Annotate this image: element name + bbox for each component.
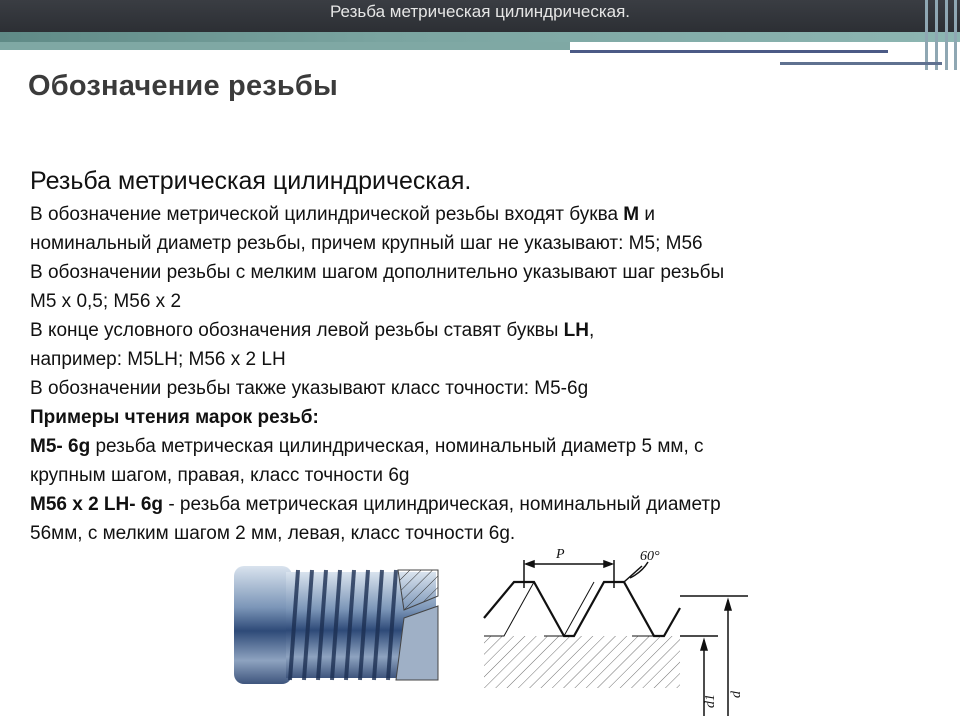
decorative-line bbox=[570, 50, 888, 53]
illustrations bbox=[228, 548, 788, 720]
teal-stripe bbox=[0, 32, 960, 42]
slide-heading: Обозначение резьбы bbox=[28, 70, 338, 102]
d-label: d bbox=[729, 691, 744, 698]
decorative-line bbox=[780, 62, 942, 65]
text-line: В обозначении резьбы также указывают класс точности: М5-6g bbox=[30, 378, 589, 399]
thread-profile-diagram bbox=[484, 548, 748, 716]
text-line: В обозначение метрической цилиндрической резьбы входят буква М и bbox=[30, 204, 656, 225]
text-line: В обозначении резьбы с мелким шагом дополнительно указывают шаг резьбы bbox=[30, 262, 725, 283]
teal-stripe-lower bbox=[0, 42, 570, 50]
text-line: М56 х 2 LH- 6g - резьба метрическая цилиндрическая, номинальный диаметр bbox=[30, 494, 721, 515]
angle-label: 60° bbox=[640, 549, 660, 564]
text-line: номинальный диаметр резьбы, причем крупный шаг не указывают: М5; М56 bbox=[30, 233, 703, 254]
text-line: крупным шагом, правая, класс точности 6g bbox=[30, 465, 410, 486]
slide-body bbox=[30, 162, 940, 548]
text-line: М5 х 0,5; М56 х 2 bbox=[30, 291, 182, 312]
text-line: 56мм, с мелким шагом 2 мм, левая, класс точности 6g. bbox=[30, 523, 516, 544]
text-line: например: М5LH; М56 х 2 LH bbox=[30, 349, 286, 370]
slide-subtitle: Резьба метрическая цилиндрическая. bbox=[30, 167, 472, 195]
slide-header-title: Резьба метрическая цилиндрическая. bbox=[329, 2, 631, 21]
text-line: М5- 6g резьба метрическая цилиндрическая, номинальный диаметр 5 мм, с bbox=[30, 436, 704, 457]
d1-label: d1 bbox=[703, 694, 718, 708]
decorative-stripes bbox=[920, 0, 960, 70]
pitch-label: P bbox=[556, 548, 565, 562]
thread-illustrations bbox=[228, 548, 788, 720]
bolt-image bbox=[234, 566, 438, 684]
examples-heading: Примеры чтения марок резьб: bbox=[30, 407, 319, 428]
text-line: В конце условного обозначения левой резьбы ставят буквы LH, bbox=[30, 320, 595, 341]
